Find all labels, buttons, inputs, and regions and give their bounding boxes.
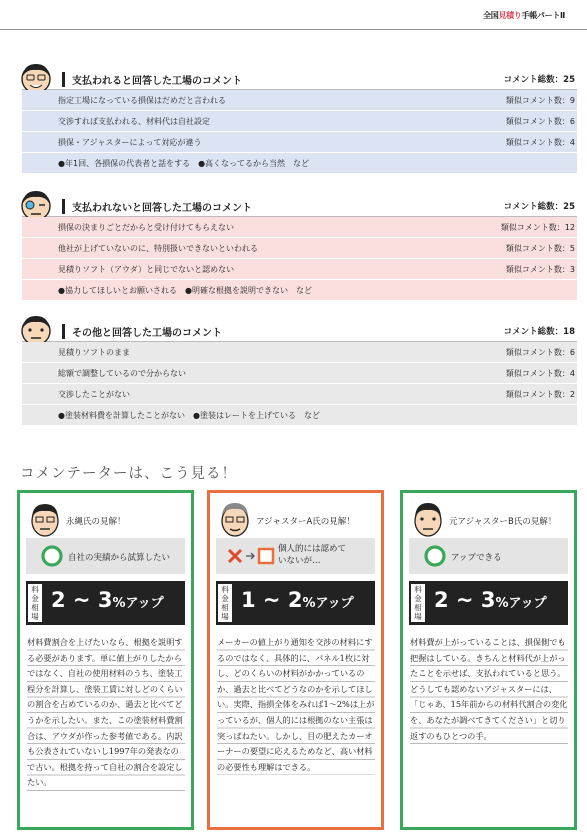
- commentator-portrait-icon: [409, 499, 447, 539]
- header-title: 全国見積り手帳パートⅡ: [483, 11, 565, 20]
- section-title: その他と回答した工場のコメント: [62, 324, 222, 339]
- card-body-text: メーカーの値上がり通知を交渉の材料にするのではなく、具体的に、パネル1枚に対し、どのくらいの材料がかかっているのか、過去と比べてどうなのかを示してほしい。実際、指損全体をみれば1〜2%は上がっているが、個人的には根拠のない主張は突っぱねたい。しかし、目の肥えたカーオーナーの要望に応えるためなど、高い材料の必要性も理解はできる。: [217, 635, 375, 775]
- opinion-box: [26, 538, 185, 574]
- comment-row: 交渉したことがない 類似コメント数：2: [22, 384, 577, 405]
- commentator-card-adjuster-b: [400, 490, 577, 830]
- section-not-paid: [22, 195, 577, 301]
- section-header: [22, 195, 577, 217]
- section-header: [22, 320, 577, 342]
- comment-row: 総額で調整しているので分からない 類似コメント数：4: [22, 363, 577, 384]
- circle-mark-icon: [423, 544, 447, 568]
- comment-total: コメント総数：18: [503, 327, 575, 337]
- range-value: 2 ~ 3%アップ: [434, 588, 547, 612]
- commentator-portrait-icon: [26, 499, 64, 539]
- range-value: 2 ~ 3%アップ: [51, 588, 164, 612]
- section-title: 支払われないと回答した工場のコメント: [62, 199, 252, 214]
- price-range: [216, 581, 375, 625]
- comment-row: 交渉すれば支払われる、材料代は自社設定 類似コメント数：6: [22, 111, 577, 132]
- comment-row: 損保の決まりごとだからと受け付けてもらえない 類似コメント数：12: [22, 217, 577, 238]
- page-header: [0, 0, 587, 30]
- section-header: [22, 68, 577, 90]
- cross-to-square-icon: [226, 547, 278, 567]
- opinion-label: 自社の実績から試算したい: [68, 553, 171, 563]
- price-range: [409, 581, 568, 625]
- comment-row: ●塗装材料費を計算したことがない ●塗装はレートを上げている など: [22, 405, 577, 426]
- comment-row: 他社が上げていないのに、特別扱いできないといわれる 類似コメント数：5: [22, 238, 577, 259]
- circle-mark-icon: [40, 544, 64, 568]
- opinion-label: 個人的には認めて いないが…: [278, 544, 347, 566]
- range-tag: 料金相場: [411, 584, 425, 622]
- comment-row: 指定工場になっている損保はだめだと言われる 類似コメント数：9: [22, 90, 577, 111]
- comment-row: ●年1回、各損保の代表者と話をする ●高くなってるから当然 など: [22, 153, 577, 174]
- range-tag: 料金相場: [28, 584, 42, 622]
- opinion-label: アップできる: [451, 553, 502, 563]
- commentator-heading: コメンテーターは、こう見る！: [20, 466, 237, 482]
- opinion-box: [409, 538, 568, 574]
- section-title: 支払われると回答した工場のコメント: [62, 72, 242, 87]
- commentator-card-nagatsuna: [17, 490, 194, 830]
- comment-row: 見積りソフト（アウダ）と同じでないと認めない 類似コメント数：3: [22, 259, 577, 280]
- commentator-card-adjuster-a: [207, 490, 384, 830]
- card-title: 永縄氏の見解！: [66, 517, 126, 527]
- commentator-portrait-icon: [216, 499, 254, 539]
- card-body-text: 材料費割合を上げたいなら、根拠を説明する必要があります。単に値上がりしたからではなく、自社の使用材料のうち、塗装工程分を計算し、塗装工賃に対しどのくらいの割合を占めているのか、過去と比べてどうかを示したい。また、この塗装材料費割合は、アウダが作った参考値である。内訳も公表されていないし1997年の発表なので古い。根拠を持って自社の割合を設定したい。: [27, 635, 185, 791]
- comment-total: コメント総数：25: [503, 202, 575, 212]
- comment-row: 見積りソフトのまま 類似コメント数：6: [22, 342, 577, 363]
- comment-row: 損保・アジャスターによって対応が違う 類似コメント数：4: [22, 132, 577, 153]
- section-other: [22, 320, 577, 426]
- comment-total: コメント総数：25: [503, 75, 575, 85]
- range-tag: 料金相場: [218, 584, 232, 622]
- range-value: 1 ~ 2%アップ: [241, 588, 354, 612]
- card-body-text: 材料費が上がっていることは、損保側でも把握はしている。きちんと材料代が上がったことを示せば、支払われていると思う。どうしても認めないアジャスターには、「じゃあ、15年前からの材料代割合の変化を、あなたが調べてきてください」と切り返すのもひとつの手。: [410, 635, 568, 744]
- card-title: アジャスターA氏の見解！: [256, 517, 355, 527]
- card-title: 元アジャスターB氏の見解！: [449, 517, 557, 527]
- opinion-box: [216, 538, 375, 574]
- comment-row: ●協力してほしいとお願いされる ●明確な根拠を説明できない など: [22, 280, 577, 301]
- section-paid: [22, 68, 577, 174]
- price-range: [26, 581, 185, 625]
